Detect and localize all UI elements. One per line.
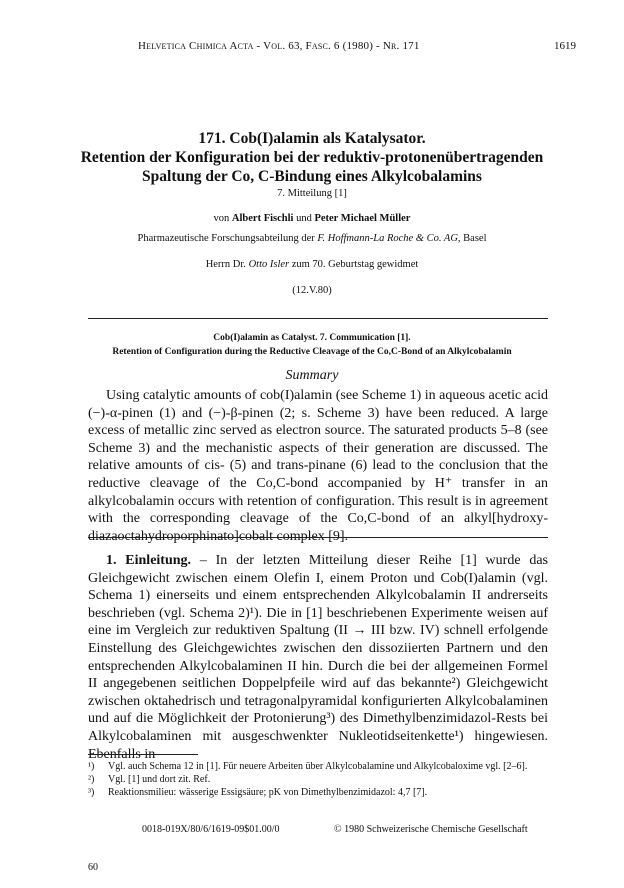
intro-heading: 1. Einleitung. [106,553,192,568]
dedication: Herrn Dr. Otto Isler zum 70. Geburtstag gewidmet [205,259,419,270]
footnotes [88,760,548,799]
copyright: © 1980 Schweizerische Chemische Gesellschaft [334,824,528,835]
english-title-line-2: Retention of Configuration during the Reductive Cleavage of the Co,C-Bond of an Alkylcobalamin [112,347,512,357]
affiliation: Pharmazeutische Forschungsabteilung der F. Hoffmann-La Roche & Co. AG, Basel [137,233,487,244]
article-title-line-3: Spaltung der Co, C-Bindung eines Alkylcobalamins [142,168,482,185]
summary-rule [88,537,548,538]
introduction [88,552,548,763]
footnote-2: ²) Vgl. [1] und dort zit. Ref. [88,774,211,785]
english-title-line-1: Cob(I)alamin as Catalyst. 7. Communication [1]. [213,333,411,343]
sheet-number: 60 [88,862,98,873]
summary-text: Using catalytic amounts of cob(I)alamin (see Scheme 1) in aqueous acetic acid (−)-α-pinen (1) and (−)-β-pinen (2; s. Scheme 3) have been reduced. A large excess of metallic zinc served as electron source. The saturated products 5–8 (see Scheme 3) and the mechanistic aspects of their generation are discussed. The relative amounts of cis- (5) and trans-pinane (6) lead to the conclusion that the reductive cleavage of the Co,C-bond accompanied by H⁺ transfer in an alkylcobalamin occurs with retention of configuration. This result is in agreement with the corresponding cleavage of the Co,C-bond of an alkyl[hydroxy-diazaoctahydroporphinato]cobalt complex [9]. [88,388,548,544]
article-title-line-2: Retention der Konfiguration bei der reduktiv-protonenübertragenden [80,149,544,166]
intro-text: – In der letzten Mitteilung dieser Reihe [1] wurde das Gleichgewicht zwischen einem Olefin I, einem Proton und Cob(I)alamin (vgl. Schema 1) einerseits und einem entsprechenden Alkylcobalamin II andrerseits beschrieben (vgl. Schema 2)¹). Die in [1] beschriebenen Experimente weisen auf eine im Vergleich zur reduktiven Spaltung (II → III bzw. IV) schnell erfolgende Einstellung des Gleichgewichtes zwischen den dissoziierten Partnern und den entsprechenden Alkylcobalaminen II hin. Durch die bei der allgemeinen Formel II angegebenen seitlichen Doppelpfeile wird auf das bekannte²) Gleichgewicht zwischen oktahedrisch und tetragonalpyramidal konfigurierten Alkylcobalaminen und auf die Möglichkeit der Protonierung³) des Dimethylbenzimidazol-Rests bei Alkylcobalaminen mit ausgeschwenkter Nukleotidseitenkette¹) hingewiesen. Ebenfalls in [88,553,549,762]
author-1: Albert Fischli [231,213,294,224]
communication-number: 7. Mitteilung [1] [277,188,347,199]
author-line: von Albert Fischli und Peter Michael Müller [213,213,411,224]
author-2: Peter Michael Müller [314,213,411,224]
journal-code: 0018-019X/80/6/1619-09$01.00/0 [142,824,280,835]
footnote-3: ³) Reaktionsmilieu: wässerige Essigsäure; pK von Dimethylbenzimidazol: 4,7 [7]. [88,787,428,798]
article-title-line-1: 171. Cob(I)alamin als Katalysator. [198,130,426,147]
page-number: 1619 [554,40,576,52]
top-rule [88,318,548,319]
running-head: Helvetica Chimica Acta - Vol. 63, Fasc. 6 (1980) - Nr. 171 [138,40,420,52]
footnote-rule [88,754,198,755]
received-date: (12.V.80) [292,285,332,296]
summary-heading: Summary [285,368,339,383]
footnote-1: ¹) Vgl. auch Schema 12 in [1]. Für neuere Arbeiten über Alkylcobalamine und Alkylcobaloxime vgl. [2–6]. [88,761,528,772]
